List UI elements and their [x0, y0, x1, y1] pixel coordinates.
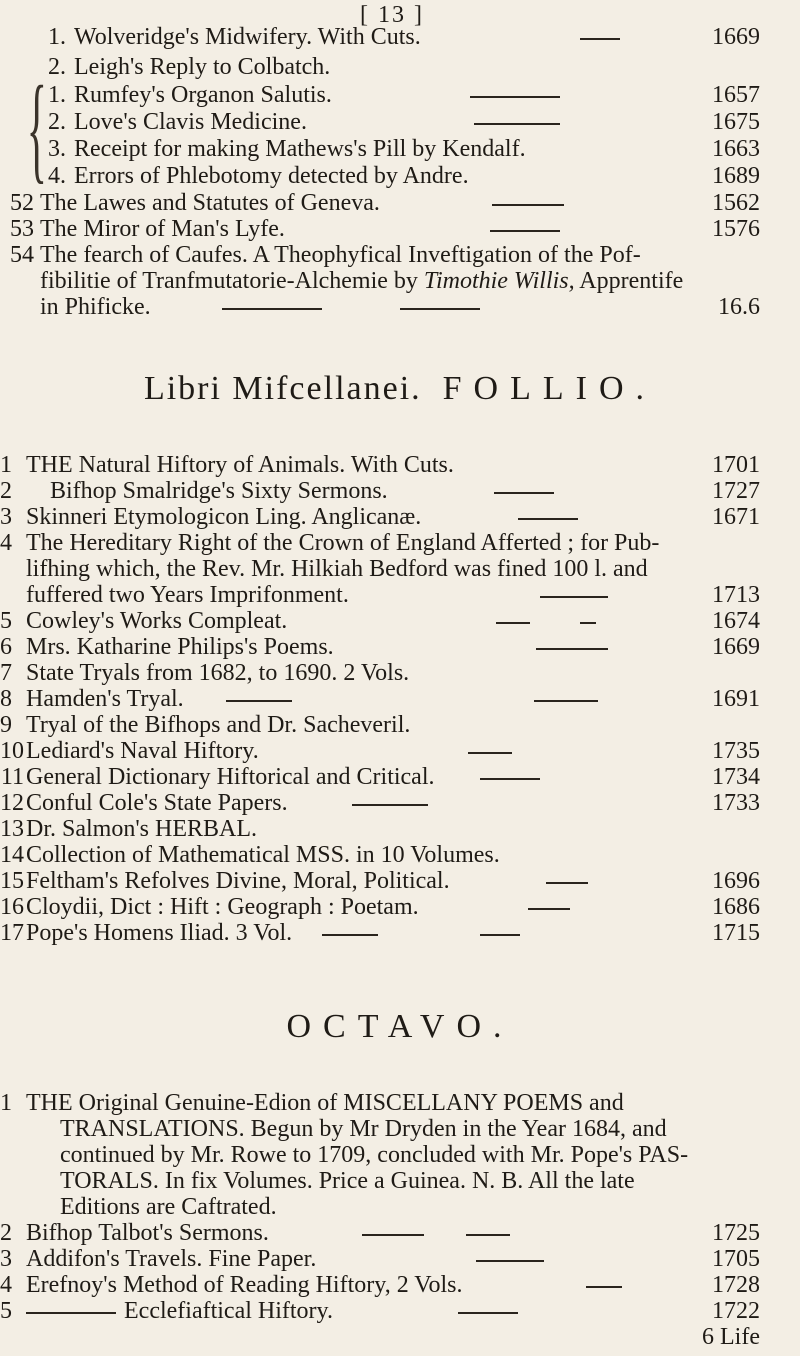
list-item-continued: continued by Mr. Rowe to 1709, concluded with Mr. Pope's PAS- [60, 1142, 689, 1168]
list-item: 4. Errors of Phlebotomy detected by Andre. 1689 [48, 163, 760, 189]
list-item: 2 Bifhop Talbot's Sermons. 1725 [0, 1220, 760, 1246]
list-item: 16 Cloydii, Dict : Hift : Geograph : Poetam. 1686 [0, 894, 760, 920]
list-item: 52 The Lawes and Statutes of Geneva. 1562 [10, 190, 760, 216]
list-item: 5 Cowley's Works Compleat. 1674 [0, 608, 760, 634]
list-item-continued: lifhing which, the Rev. Mr. Hilkiah Bedford was fined 100 l. and [26, 556, 648, 582]
catchword: 6 Life [702, 1324, 760, 1350]
list-item: 15 Feltham's Refolves Divine, Moral, Political. 1696 [0, 868, 760, 894]
list-item: 14 Collection of Mathematical MSS. in 10 Volumes. [0, 842, 500, 868]
list-item-continued: TORALS. In fix Volumes. Price a Guinea. N. B. All the late [60, 1168, 635, 1194]
list-item-continued: in Phificke. 16.6 [40, 294, 760, 320]
list-item-continued: fibilitie of Tranfmutatorie-Alchemie by Timothie Willis, Apprentife [40, 268, 684, 294]
list-item: 11 General Dictionary Hiftorical and Critical. 1734 [0, 764, 760, 790]
list-item: 8 Hamden's Tryal. 1691 [0, 686, 760, 712]
brace-mark: { [26, 61, 47, 194]
list-item: 4 The Hereditary Right of the Crown of England Afferted ; for Pub- [0, 530, 660, 556]
list-item: 2. Leigh's Reply to Colbatch. [48, 54, 331, 80]
list-item: 1. Wolveridge's Midwifery. With Cuts. 1669 [48, 24, 760, 50]
section-heading-folio: Libri Mifcellanei. FOLLIO. [143, 370, 657, 407]
list-item: 53 The Miror of Man's Lyfe. 1576 [10, 216, 760, 242]
list-item-continued: TRANSLATIONS. Begun by Mr Dryden in the Year 1684, and [60, 1116, 667, 1142]
list-item: 3 Skinneri Etymologicon Ling. Anglicanæ. 1671 [0, 504, 760, 530]
list-item: 17 Pope's Homens Iliad. 3 Vol. 1715 [0, 920, 760, 946]
list-item: 3. Receipt for making Mathews's Pill by Kendalf. 1663 [48, 136, 760, 162]
list-item: 54 The fearch of Caufes. A Theophyfical Inveftigation of the Pof- [10, 242, 641, 268]
list-item: 13 Dr. Salmon's HERBAL. [0, 816, 257, 842]
list-item: 1. Rumfey's Organon Salutis. 1657 [48, 82, 760, 108]
list-item-continued: fuffered two Years Imprifonment. 1713 [26, 582, 760, 608]
page-number: [ 13 ] [360, 2, 424, 28]
list-item: 7 State Tryals from 1682, to 1690. 2 Vols. [0, 660, 410, 686]
list-item: 6 Mrs. Katharine Philips's Poems. 1669 [0, 634, 760, 660]
list-item: 9 Tryal of the Bifhops and Dr. Sacheveril. [0, 712, 411, 738]
section-heading-octavo: OCTAVO. [286, 1008, 514, 1045]
list-item: 2 Bifhop Smalridge's Sixty Sermons. 1727 [0, 478, 760, 504]
list-item: 1 THE Natural Hiftory of Animals. With Cuts. 1701 [0, 452, 760, 478]
list-item: 1 THE Original Genuine-Edion of MISCELLANY POEMS and [0, 1090, 624, 1116]
list-item: 4 Erefnoy's Method of Reading Hiftory, 2 Vols. 1728 [0, 1272, 760, 1298]
list-item: 5 Ecclefiaftical Hiftory. 1722 [0, 1298, 760, 1324]
list-item: 10 Lediard's Naval Hiftory. 1735 [0, 738, 760, 764]
list-item: 12 Conful Cole's State Papers. 1733 [0, 790, 760, 816]
list-item-continued: Editions are Caftrated. [60, 1194, 277, 1220]
list-item: 2. Love's Clavis Medicine. 1675 [48, 109, 760, 135]
list-item: 3 Addifon's Travels. Fine Paper. 1705 [0, 1246, 760, 1272]
